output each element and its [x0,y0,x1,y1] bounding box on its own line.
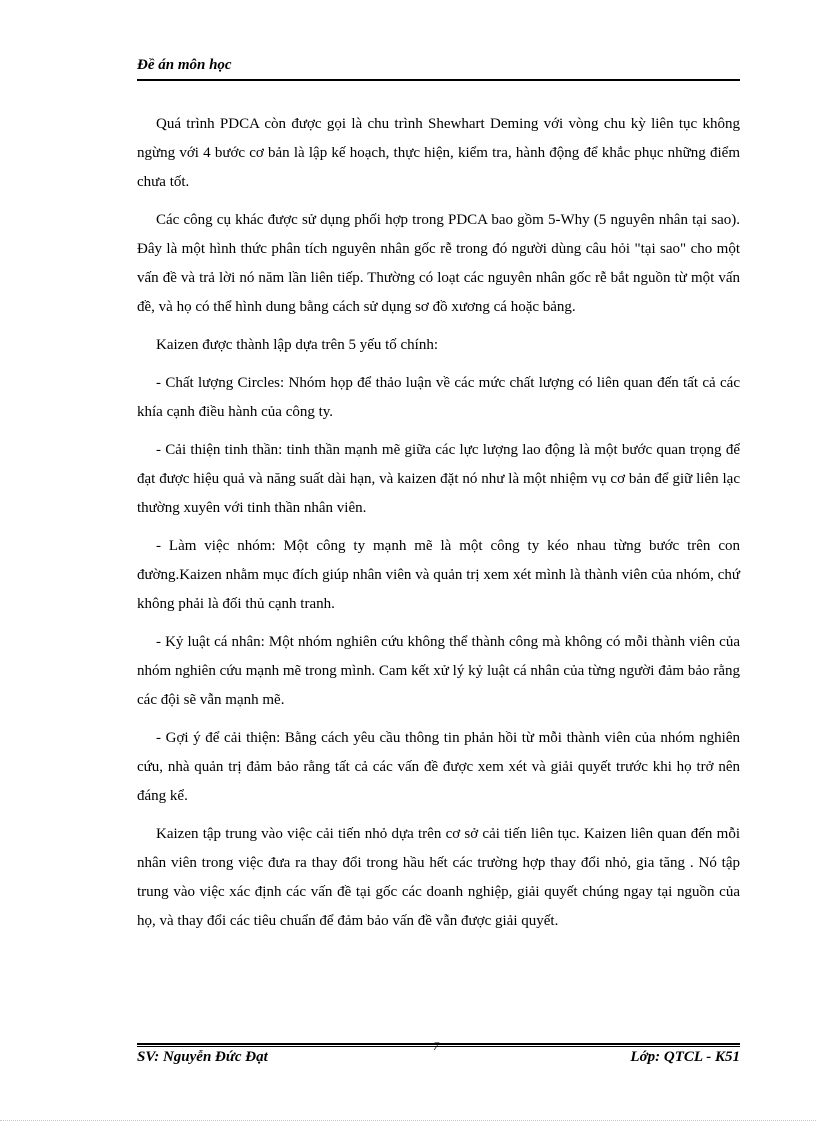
paragraph-suggestions: - Gợi ý để cải thiện: Bằng cách yêu cầu thông tin phản hồi từ mỗi thành viên của nhóm nghiên cứu, nhà quản trị đảm bảo rằng tất cả các vấn đề được xem xét và giải quyết trước khi họ trở nên đáng kể. [137,730,740,804]
paragraph-pdca-cycle: Quá trình PDCA còn được gọi là chu trình Shewhart Deming với vòng chu kỳ liên tục không ngừng với 4 bước cơ bản là lập kế hoạch, thực hiện, kiểm tra, hành động để khắc phục những điểm chưa tốt. [137,116,740,190]
footer-author: SV: Nguyễn Đức Đạt [137,1049,268,1065]
paragraph-quality-circles: - Chất lượng Circles: Nhóm họp để thảo luận về các mức chất lượng có liên quan đến tất cả các khía cạnh điều hành của công ty. [137,375,740,420]
paragraph-morale: - Cải thiện tinh thần: tinh thần mạnh mẽ giữa các lực lượng lao động là một bước quan trọng để đạt được hiệu quả và năng suất dài hạn, và kaizen đặt nó như là một nhiệm vụ cơ bản để giữ liên lạc thường xuyên với tinh thần nhân viên. [137,442,740,516]
page-number: 7 [433,1039,439,1053]
document-body [137,110,740,945]
paragraph-five-why: Các công cụ khác được sử dụng phối hợp trong PDCA bao gồm 5-Why (5 nguyên nhân tại sao). Đây là một hình thức phân tích nguyên nhân gốc rễ trong đó người dùng câu hỏi "tại sao" cho một vấn đề và trả lời nó năm lần liên tiếp. Thường có loạt các nguyên nhân gốc rễ bắt nguồn từ một vấn đề, và họ có thể hình dung bằng cách sử dụng sơ đồ xương cá hoặc bảng. [137,212,740,315]
header-title: Đề án môn học [137,57,232,73]
page-header [137,55,740,81]
page-bottom-edge [0,1120,816,1121]
paragraph-teamwork: - Làm việc nhóm: Một công ty mạnh mẽ là một công ty kéo nhau từng bước trên con đường.Kaizen nhằm mục đích giúp nhân viên và quản trị xem xét mình là thành viên của nhóm, chứ không phải là đối thủ cạnh tranh. [137,538,740,612]
paragraph-kaizen-factors-intro: Kaizen được thành lập dựa trên 5 yếu tố chính: [156,337,439,353]
footer-class: Lớp: QTCL - K51 [630,1049,740,1065]
paragraph-kaizen-focus: Kaizen tập trung vào việc cải tiến nhỏ dựa trên cơ sở cải tiến liên tục. Kaizen liên quan đến mỗi nhân viên trong việc đưa ra thay đổi trong hầu hết các trường hợp thay đổi nhỏ, gia tăng . Nó tập trung vào việc xác định các vấn đề tại gốc các doanh nghiệp, giải quyết chúng ngay tại nguồn của họ, và thay đổi các tiêu chuẩn để đảm bảo vấn đề vẫn được giải quyết. [137,826,740,929]
page-footer [137,1039,740,1069]
paragraph-discipline: - Kỷ luật cá nhân: Một nhóm nghiên cứu không thể thành công mà không có mỗi thành viên của nhóm nghiên cứu mạnh mẽ trong mình. Cam kết xử lý kỷ luật cá nhân của từng người đảm bảo rằng các đội sẽ vẫn mạnh mẽ. [137,634,740,708]
